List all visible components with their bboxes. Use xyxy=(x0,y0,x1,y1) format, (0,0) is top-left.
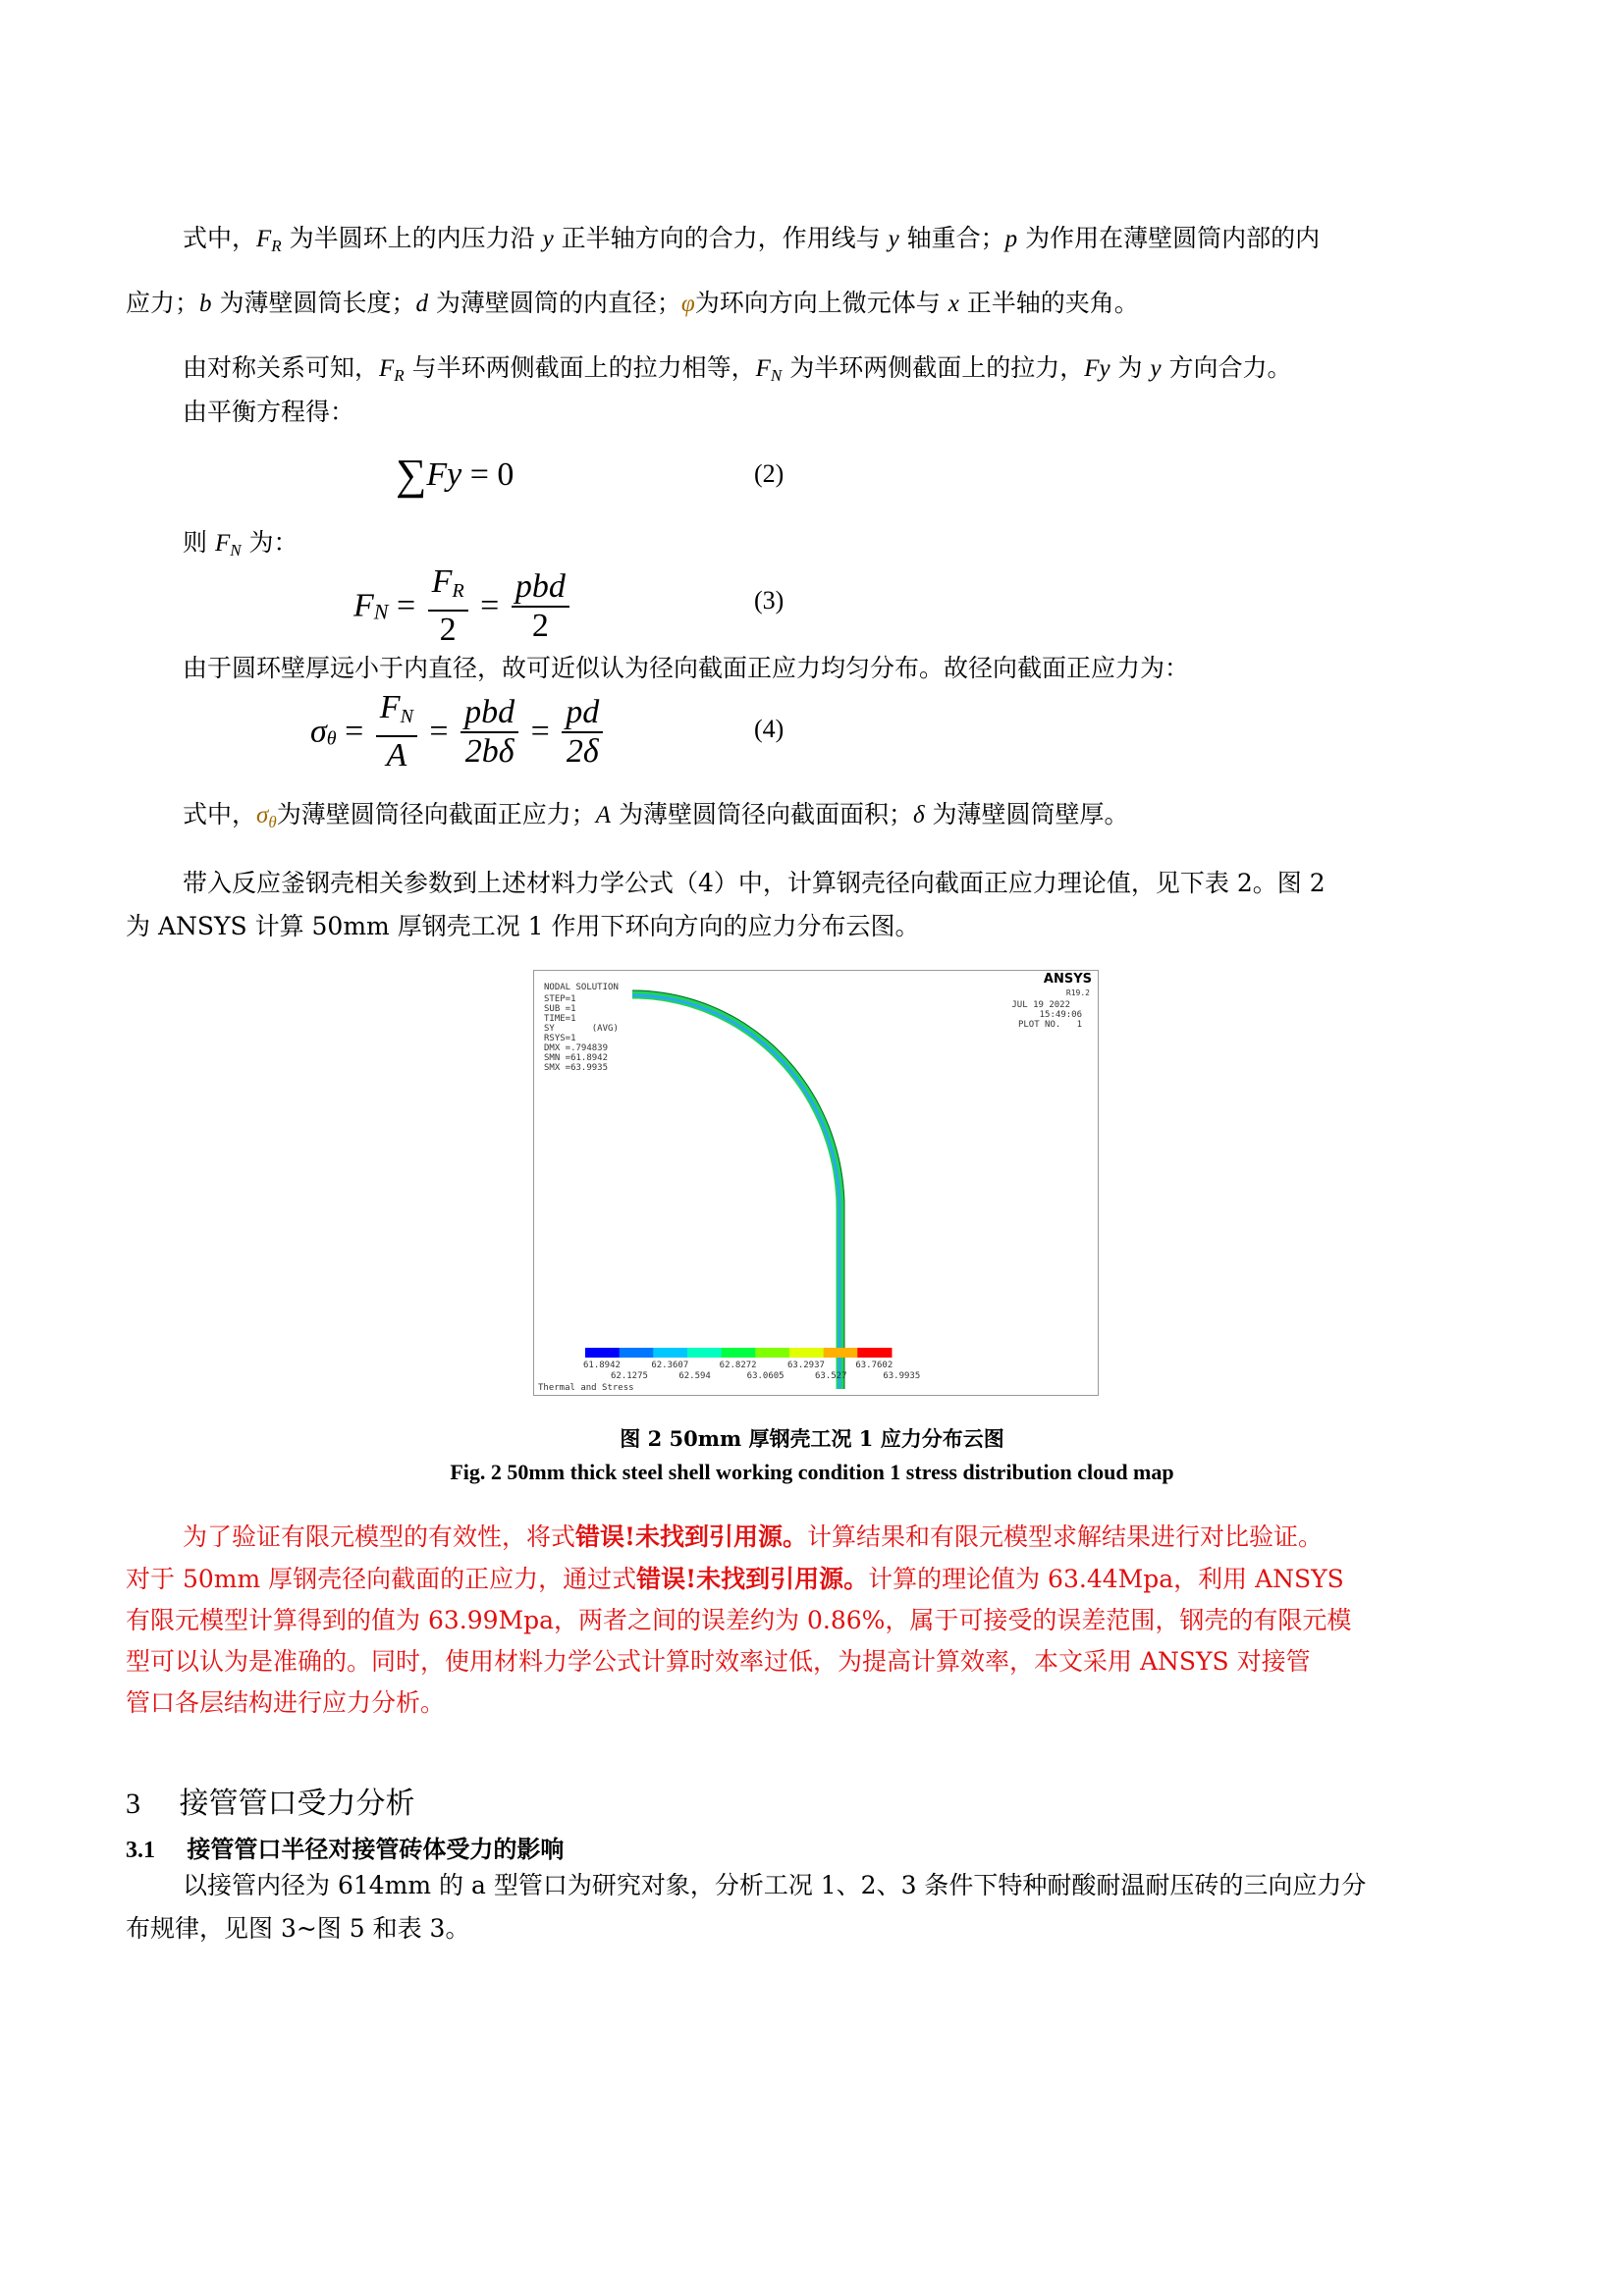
shell-arc-outer xyxy=(632,994,840,1389)
legend-label: 63.0605 xyxy=(746,1371,785,1381)
para-line: 则 $F_N$ 为： xyxy=(183,528,298,560)
para-line: 布规律，见图 3~图 5 和表 3。 xyxy=(126,1914,470,1943)
legend-label: 62.3607 xyxy=(651,1361,689,1370)
equation-number: (2) xyxy=(754,459,785,488)
plot-number: PLOT NO. 1 xyxy=(1017,1020,1082,1030)
plot-time: 15:49:06 xyxy=(1039,1010,1082,1020)
legend-label: 63.2937 xyxy=(787,1361,825,1370)
solution-info-line: SMX =63.9935 xyxy=(544,1063,609,1073)
legend-swatch xyxy=(789,1348,824,1358)
legend-swatch xyxy=(653,1348,687,1358)
fraction: $\frac{pd}{2\delta}$ xyxy=(562,694,603,771)
legend-label: 62.1275 xyxy=(611,1371,648,1381)
ansys-version: R19.2 xyxy=(1065,988,1090,997)
section-heading: 3 接管管口受力分析 xyxy=(126,1787,415,1821)
solution-info-line: RSYS=1 xyxy=(544,1034,576,1043)
figure-footer: Thermal and Stress xyxy=(538,1383,634,1393)
ansys-figure xyxy=(533,970,1099,1396)
para-line-red: 有限元模型计算得到的值为 63.99Mpa，两者之间的误差约为 0.86%，属于可接受的误差范围，钢壳的有限元模 xyxy=(126,1606,1352,1634)
solution-info-line: SUB =1 xyxy=(544,1004,576,1014)
para-line: 式中，$F_R$ 为半圆环上的内压力沿 y 正半轴方向的合力，作用线与 y 轴重合；p 为作用在薄壁圆筒内部的内 xyxy=(183,224,1321,255)
legend-label: 61.8942 xyxy=(583,1361,621,1370)
legend-label: 63.9935 xyxy=(883,1371,921,1381)
fraction: $\frac{\text{pbd}}{2b\delta}$ xyxy=(460,694,518,771)
para-line: 以接管内径为 614mm 的 a 型管口为研究对象，分析工况 1、2、3 条件下特种耐酸耐温耐压砖的三向应力分 xyxy=(183,1871,1367,1899)
subsection-heading: 3.1 接管管口半径对接管砖体受力的影响 xyxy=(126,1835,565,1863)
legend-label: 63.527 xyxy=(815,1371,847,1381)
para-line: 由对称关系可知，$F_R$ 与半环两侧截面上的拉力相等，$F_N$ 为半环两侧截面上的拉力，Fy 为 y 方向合力。 xyxy=(183,353,1292,385)
solution-info-line: STEP=1 xyxy=(544,994,576,1004)
fraction: $\frac{F_R}{2}$ xyxy=(428,563,468,649)
para-line: 式中，$\sigma_\theta$为薄壁圆筒径向截面正应力；A 为薄壁圆筒径向截面面积；δ 为薄壁圆筒壁厚。 xyxy=(183,800,1129,831)
fraction: $\frac{\text{pbd}}{2}$ xyxy=(512,568,569,645)
legend-label: 62.8272 xyxy=(719,1361,757,1370)
para-line-red: 为了验证有限元模型的有效性，将式错误!未找到引用源。计算结果和有限元模型求解结果进行对比验证。 xyxy=(183,1522,1324,1551)
fraction: $\frac{F_N}{A}$ xyxy=(376,689,417,774)
solution-info-line: SMN =61.8942 xyxy=(544,1053,609,1063)
para-line-red: 管口各层结构进行应力分析。 xyxy=(126,1688,446,1717)
legend-swatch xyxy=(687,1348,722,1358)
equation-3: $F_N$ = $\frac{F_R}{2}$ = $\frac{\text{pbd}}{2}$ xyxy=(353,563,573,649)
legend-swatch xyxy=(857,1348,892,1358)
equation-number: (3) xyxy=(754,586,785,614)
legend-swatch xyxy=(755,1348,789,1358)
figure-caption-en: Fig. 2 50mm thick steel shell working condition 1 stress distribution cloud map xyxy=(450,1460,1174,1484)
stress-arc-plot xyxy=(534,971,1098,1395)
contour-legend xyxy=(585,1348,893,1358)
legend-swatch xyxy=(585,1348,620,1358)
ansys-logo: ANSYS xyxy=(1043,972,1092,987)
shell-arc-edge xyxy=(632,990,844,1389)
equation-4: $\sigma_\theta$ = $\frac{F_N}{A}$ = $\frac{\text{pbd}}{2b\delta}$ = $\frac{pd}{2\delta}$ xyxy=(310,689,607,774)
solution-info-line: DMX =.794839 xyxy=(544,1043,609,1053)
para-line: 由于圆环壁厚远小于内直径，故可近似认为径向截面正应力均匀分布。故径向截面正应力为： xyxy=(183,654,1190,682)
para-line: 为 ANSYS 计算 50mm 厚钢壳工况 1 作用下环向方向的应力分布云图。 xyxy=(126,912,920,940)
para-line: 应力；b 为薄壁圆筒长度；d 为薄壁圆筒的内直径；φ为环向方向上微元体与 x 正半轴的夹角。 xyxy=(126,289,1139,317)
nodal-solution-label: NODAL SOLUTION xyxy=(544,983,619,992)
solution-info-line: SY (AVG) xyxy=(544,1024,619,1034)
para-line-red: 型可以认为是准确的。同时，使用材料力学公式计算时效率过低，为提高计算效率，本文采用 ANSYS 对接管 xyxy=(126,1647,1311,1676)
equation-number: (4) xyxy=(754,715,785,743)
legend-swatch xyxy=(620,1348,654,1358)
legend-swatch xyxy=(722,1348,756,1358)
equation-2: ∑Fy = 0 xyxy=(396,451,514,499)
plot-date: JUL 19 2022 xyxy=(1011,1000,1070,1010)
para-line-red: 对于 50mm 厚钢壳径向截面的正应力，通过式错误!未找到引用源。计算的理论值为 63.44Mpa，利用 ANSYS xyxy=(126,1565,1344,1593)
legend-swatch xyxy=(824,1348,858,1358)
legend-label: 62.594 xyxy=(678,1371,711,1381)
legend-label: 63.7602 xyxy=(855,1361,893,1370)
solution-info-line: TIME=1 xyxy=(544,1014,576,1024)
figure-caption-cn: 图 2 50mm 厚钢壳工况 1 应力分布云图 xyxy=(620,1426,1004,1451)
para-line: 带入反应釜钢壳相关参数到上述材料力学公式（4）中，计算钢壳径向截面正应力理论值，见下表 2。图 2 xyxy=(183,869,1326,897)
para-line: 由平衡方程得： xyxy=(183,398,355,426)
shell-arc-inner xyxy=(632,995,839,1389)
